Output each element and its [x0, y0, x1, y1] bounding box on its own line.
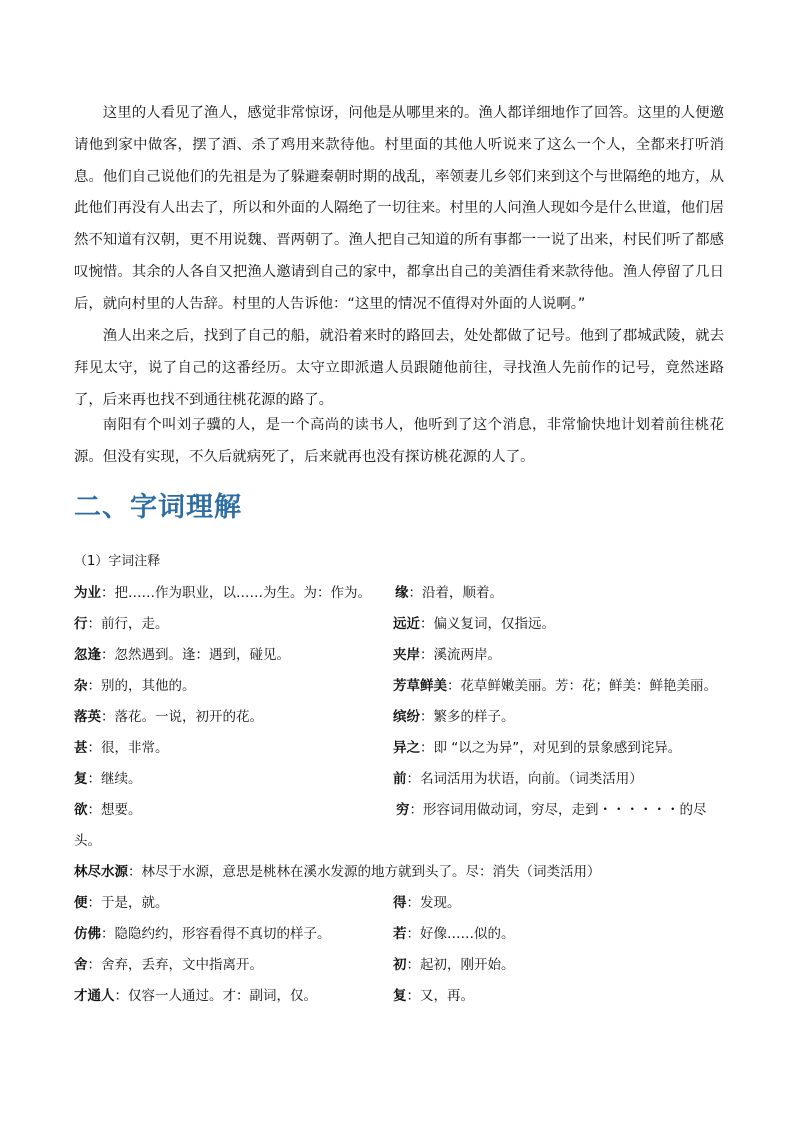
vocab-term: 初 — [393, 957, 407, 973]
vocab-def: ：沿着，顺着。 — [408, 585, 503, 601]
vocab-entry — [393, 950, 515, 981]
vocab-def: ：起初，刚开始。 — [406, 957, 515, 973]
vocab-row — [74, 578, 734, 609]
vocab-term: 落英 — [74, 709, 101, 725]
vocab-row — [74, 671, 734, 702]
vocab-term: 欲 — [74, 802, 88, 818]
vocab-term: 甚 — [74, 740, 88, 756]
vocab-list — [74, 578, 734, 1012]
vocab-row — [74, 702, 734, 733]
vocab-def: ：继续。 — [87, 771, 142, 787]
vocab-row — [74, 981, 734, 1012]
vocab-term: 前 — [393, 771, 407, 787]
vocab-def: ：繁多的样子。 — [420, 709, 515, 725]
vocab-entry — [74, 733, 169, 764]
vocab-entry — [74, 857, 601, 888]
vocab-entry — [74, 919, 331, 950]
vocab-def: ：很，非常。 — [87, 740, 169, 756]
vocab-entry — [393, 733, 681, 764]
vocab-term: 林尽水源 — [74, 864, 128, 880]
vocab-def: ：又，再。 — [406, 988, 474, 1004]
vocab-row — [74, 733, 734, 764]
section-title: 二、字词理解 — [74, 492, 242, 523]
vocab-term: 杂 — [74, 678, 88, 694]
vocab-def: ：即 “以之为异”，对见到的景象感到诧异。 — [420, 740, 682, 756]
vocab-entry — [393, 888, 461, 919]
vocab-term: 若 — [393, 926, 407, 942]
vocab-entry — [74, 795, 142, 826]
vocab-term: 缤纷 — [393, 709, 420, 725]
vocab-term: 才通人 — [74, 988, 115, 1004]
vocab-def: ：好像……似的。 — [406, 926, 515, 942]
vocab-entry — [393, 702, 515, 733]
vocab-def: ：花草鲜嫩美丽。芳：花；鲜美：鲜艳美丽。 — [447, 678, 717, 694]
vocab-row — [74, 857, 734, 888]
paragraph-1: 这里的人看见了渔人，感觉非常惊讶，问他是从哪里来的。渔人都详细地作了回答。这里的人便邀请他到家中做客，摆了酒、杀了鸡用来款待他。村里面的其他人听说来了这么一个人，全都来打听消息。他们自己说他们的先祖是为了躲避秦朝时期的战乱，率领妻儿乡邻们来到这个与世隔绝的地方，从此他们再没有人出去了，所以和外面的人隔绝了一切往来。村里的人问渔人现如今是什么世道，他们居然不知道有汉朝，更不用说魏、晋两朝了。渔人把自己知道的所有事都一一说了出来，村民们听了都感叹惋惜。其余的人各自又把渔人邀请到自己的家中，都拿出自己的美酒佳肴来款待他。渔人停留了几日后，就向村里的人告辞。村里的人告诉他：“这里的情况不值得对外面的人说啊。” — [74, 105, 724, 312]
vocab-entry — [395, 578, 503, 609]
vocab-entry — [74, 888, 169, 919]
vocab-term: 缘 — [395, 585, 409, 601]
vocab-def: ：林尽于水源，意思是桃林在溪水发源的地方就到头了。尽：消失（词类活用） — [128, 864, 601, 880]
sub-title: （1）字词注释 — [74, 554, 161, 569]
paragraph-3: 南阳有个叫刘子骥的人，是一个高尚的读书人，他听到了这个消息，非常愉快地计划着前往桃花源。但没有实现，不久后就病死了，后来就再也没有探访桃花源的人了。 — [74, 417, 724, 465]
vocab-entry — [393, 764, 643, 795]
vocab-def: ：名词活用为状语，向前。（词类活用） — [406, 771, 643, 787]
vocab-entry — [74, 609, 169, 640]
vocab-term: 行 — [74, 616, 88, 632]
vocab-row — [74, 919, 734, 950]
vocab-def: ：别的，其他的。 — [87, 678, 196, 694]
vocab-row — [74, 640, 734, 671]
vocab-def: ：落花。一说，初开的花。 — [101, 709, 263, 725]
paragraph-2: 渔人出来之后，找到了自己的船，就沿着来时的路回去，处处都做了记号。他到了郡城武陵，就去拜见太守，说了自己的这番经历。太守立即派遣人员跟随他前往，寻找渔人先前作的记号，竟然迷路了，后来再也找不到通往桃花源的路了。 — [74, 328, 724, 408]
vocab-entry — [393, 640, 501, 671]
vocab-row-continuation — [74, 826, 734, 857]
vocab-term: 芳草鲜美 — [393, 678, 447, 694]
vocab-def: ：前行，走。 — [87, 616, 169, 632]
vocab-term: 夹岸 — [393, 647, 420, 663]
vocab-def: ：想要。 — [87, 802, 142, 818]
vocab-def: ：发现。 — [406, 895, 461, 911]
vocab-def: ：于是，就。 — [87, 895, 169, 911]
vocab-def: ：忽然遇到。逢：遇到，碰见。 — [101, 647, 290, 663]
vocab-def: ：隐隐约约，形容看得不真切的样子。 — [101, 926, 331, 942]
vocab-term: 忽逢 — [74, 647, 101, 663]
vocab-entry — [74, 950, 263, 981]
vocab-term: 为业 — [74, 585, 101, 601]
vocab-def-continuation: 头。 — [74, 833, 101, 849]
vocab-row — [74, 764, 734, 795]
vocab-term: 复 — [74, 771, 88, 787]
vocab-term: 远近 — [393, 616, 420, 632]
vocab-entry — [393, 609, 555, 640]
vocab-entry — [396, 795, 707, 826]
vocab-entry — [74, 578, 371, 609]
vocab-term: 舍 — [74, 957, 88, 973]
vocab-entry — [393, 671, 717, 702]
vocab-term: 复 — [393, 988, 407, 1004]
vocab-term: 穷 — [396, 802, 410, 818]
vocab-entry — [74, 764, 142, 795]
vocab-term: 异之 — [393, 740, 420, 756]
vocab-def: ：仅容一人通过。才：副词，仅。 — [114, 988, 317, 1004]
vocab-entry — [393, 981, 474, 1012]
vocab-row — [74, 795, 734, 826]
vocab-def: ：舍弃，丢弃，文中指离开。 — [87, 957, 263, 973]
vocab-entry — [74, 981, 317, 1012]
vocab-row — [74, 950, 734, 981]
vocab-def: ：把……作为职业，以……为生。为：作为。 — [101, 585, 371, 601]
vocab-def: ：形容词用做动词，穷尽，走到・・・・・・的尽 — [409, 802, 707, 818]
vocab-def: ：溪流两岸。 — [420, 647, 501, 663]
vocab-entry — [74, 640, 290, 671]
vocab-term: 便 — [74, 895, 88, 911]
vocab-term: 仿佛 — [74, 926, 101, 942]
vocab-def: ：偏义复词，仅指远。 — [420, 616, 555, 632]
vocab-row — [74, 609, 734, 640]
vocab-entry — [74, 702, 263, 733]
vocab-term: 得 — [393, 895, 407, 911]
vocab-entry — [74, 671, 196, 702]
vocab-row — [74, 888, 734, 919]
vocab-entry — [393, 919, 515, 950]
